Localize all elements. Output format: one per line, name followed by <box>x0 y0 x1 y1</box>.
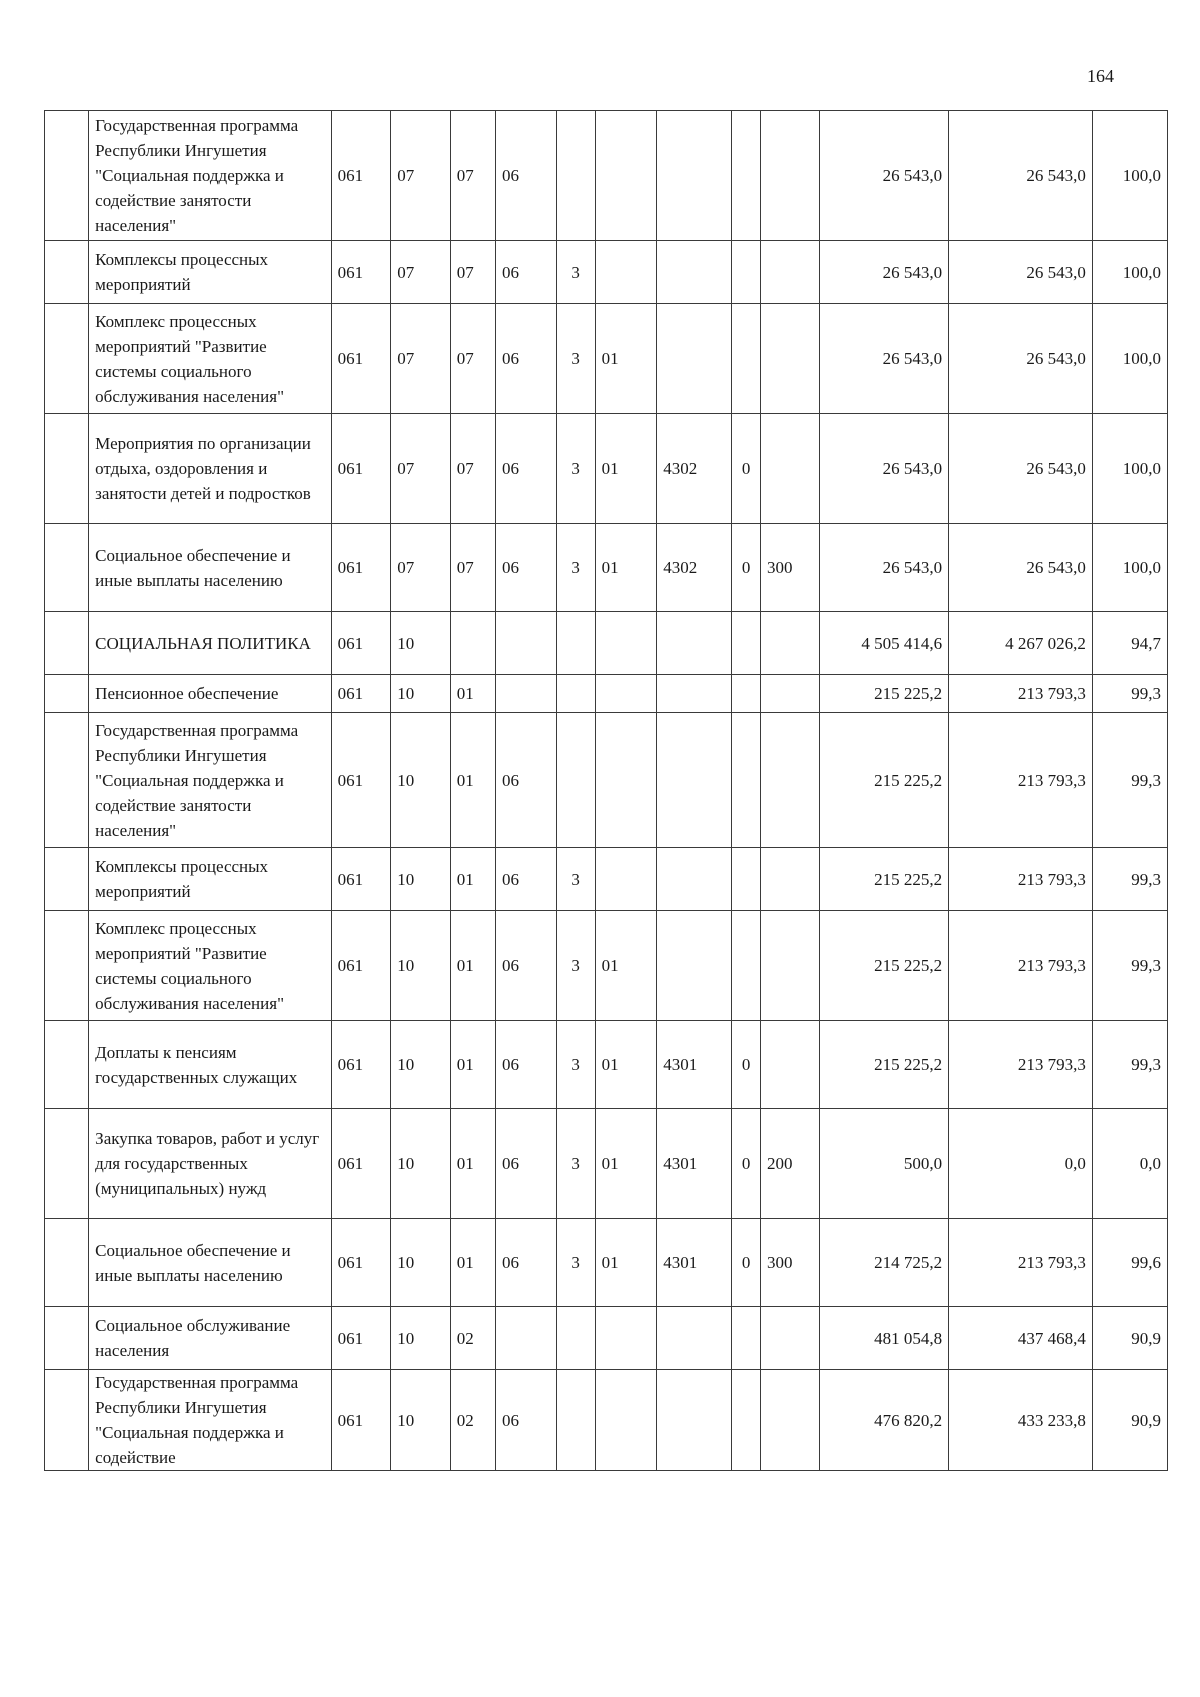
direction-code <box>657 241 732 304</box>
actual-amount: 213 793,3 <box>949 1021 1093 1109</box>
program-type-code <box>556 612 595 675</box>
section-code: 10 <box>391 911 451 1021</box>
planned-amount: 476 820,2 <box>819 1370 948 1471</box>
complex-code <box>595 848 657 911</box>
section-code: 10 <box>391 1307 451 1370</box>
expense-type-code <box>761 1021 820 1109</box>
program-type-code: 3 <box>556 414 595 524</box>
execution-percent: 100,0 <box>1092 111 1167 241</box>
complex-code <box>595 1370 657 1471</box>
subsection-code: 07 <box>450 524 495 612</box>
direction-code: 4302 <box>657 414 732 524</box>
table-row <box>45 713 1168 848</box>
section-code: 10 <box>391 848 451 911</box>
complex-code: 01 <box>595 304 657 414</box>
table-row <box>45 911 1168 1021</box>
program-type-code: 3 <box>556 524 595 612</box>
actual-amount: 433 233,8 <box>949 1370 1093 1471</box>
direction-code <box>657 713 732 848</box>
complex-code <box>595 713 657 848</box>
direction-code <box>657 848 732 911</box>
complex-code <box>595 111 657 241</box>
program-code: 06 <box>496 1370 557 1471</box>
item-name: Комплекс процессных мероприятий "Развитие системы социального обслуживания населения" <box>89 304 331 414</box>
direction-code <box>657 675 732 713</box>
planned-amount: 26 543,0 <box>819 524 948 612</box>
program-code: 06 <box>496 1219 557 1307</box>
actual-amount: 26 543,0 <box>949 304 1093 414</box>
row-index-cell <box>45 241 89 304</box>
expense-type-code <box>761 612 820 675</box>
row-index-cell <box>45 524 89 612</box>
program-code: 06 <box>496 1021 557 1109</box>
complex-code: 01 <box>595 1109 657 1219</box>
direction-code: 4301 <box>657 1021 732 1109</box>
execution-percent: 100,0 <box>1092 524 1167 612</box>
direction-code <box>657 1307 732 1370</box>
program-type-code <box>556 675 595 713</box>
item-name: СОЦИАЛЬНАЯ ПОЛИТИКА <box>89 612 331 675</box>
item-name: Социальное обеспечение и иные выплаты населению <box>89 524 331 612</box>
expense-type-code: 200 <box>761 1109 820 1219</box>
table-row <box>45 1021 1168 1109</box>
item-name: Государственная программа Республики Ингушетия "Социальная поддержка и содействие занятости населения" <box>89 111 331 241</box>
subdirection-code: 0 <box>732 414 761 524</box>
table-row <box>45 304 1168 414</box>
program-type-code: 3 <box>556 1109 595 1219</box>
actual-amount: 26 543,0 <box>949 241 1093 304</box>
table-row <box>45 1307 1168 1370</box>
execution-percent: 94,7 <box>1092 612 1167 675</box>
item-name: Комплексы процессных мероприятий <box>89 241 331 304</box>
complex-code: 01 <box>595 414 657 524</box>
subdirection-code: 0 <box>732 1219 761 1307</box>
program-code: 06 <box>496 911 557 1021</box>
row-index-cell <box>45 111 89 241</box>
execution-percent: 99,3 <box>1092 1021 1167 1109</box>
complex-code <box>595 612 657 675</box>
actual-amount: 213 793,3 <box>949 713 1093 848</box>
planned-amount: 26 543,0 <box>819 241 948 304</box>
subsection-code: 02 <box>450 1307 495 1370</box>
program-type-code <box>556 1370 595 1471</box>
planned-amount: 215 225,2 <box>819 1021 948 1109</box>
budget-table <box>44 110 1168 1471</box>
row-index-cell <box>45 848 89 911</box>
table-row <box>45 612 1168 675</box>
program-code: 06 <box>496 304 557 414</box>
item-name: Комплекс процессных мероприятий "Развитие системы социального обслуживания населения" <box>89 911 331 1021</box>
program-type-code <box>556 111 595 241</box>
subsection-code: 01 <box>450 911 495 1021</box>
actual-amount: 26 543,0 <box>949 414 1093 524</box>
subdirection-code: 0 <box>732 1021 761 1109</box>
execution-percent: 90,9 <box>1092 1370 1167 1471</box>
ministry-code: 061 <box>331 414 391 524</box>
subdirection-code <box>732 1370 761 1471</box>
planned-amount: 215 225,2 <box>819 848 948 911</box>
actual-amount: 213 793,3 <box>949 848 1093 911</box>
table-row <box>45 414 1168 524</box>
complex-code <box>595 241 657 304</box>
subdirection-code <box>732 612 761 675</box>
section-code: 07 <box>391 524 451 612</box>
ministry-code: 061 <box>331 1109 391 1219</box>
row-index-cell <box>45 612 89 675</box>
item-name: Доплаты к пенсиям государственных служащих <box>89 1021 331 1109</box>
program-code: 06 <box>496 241 557 304</box>
subsection-code: 01 <box>450 1021 495 1109</box>
execution-percent: 0,0 <box>1092 1109 1167 1219</box>
row-index-cell <box>45 1021 89 1109</box>
expense-type-code <box>761 414 820 524</box>
actual-amount: 213 793,3 <box>949 911 1093 1021</box>
section-code: 07 <box>391 414 451 524</box>
item-name: Государственная программа Республики Ингушетия "Социальная поддержка и содействие занятости населения" <box>89 713 331 848</box>
actual-amount: 0,0 <box>949 1109 1093 1219</box>
ministry-code: 061 <box>331 911 391 1021</box>
ministry-code: 061 <box>331 241 391 304</box>
subdirection-code <box>732 304 761 414</box>
planned-amount: 215 225,2 <box>819 911 948 1021</box>
expense-type-code <box>761 713 820 848</box>
program-type-code: 3 <box>556 848 595 911</box>
expense-type-code <box>761 911 820 1021</box>
section-code: 10 <box>391 1021 451 1109</box>
execution-percent: 99,6 <box>1092 1219 1167 1307</box>
ministry-code: 061 <box>331 1307 391 1370</box>
actual-amount: 437 468,4 <box>949 1307 1093 1370</box>
direction-code <box>657 612 732 675</box>
planned-amount: 4 505 414,6 <box>819 612 948 675</box>
subsection-code: 01 <box>450 848 495 911</box>
ministry-code: 061 <box>331 524 391 612</box>
item-name: Закупка товаров, работ и услуг для государственных (муниципальных) нужд <box>89 1109 331 1219</box>
program-code <box>496 675 557 713</box>
section-code: 07 <box>391 111 451 241</box>
planned-amount: 481 054,8 <box>819 1307 948 1370</box>
subsection-code: 01 <box>450 713 495 848</box>
program-code <box>496 1307 557 1370</box>
program-type-code: 3 <box>556 911 595 1021</box>
ministry-code: 061 <box>331 111 391 241</box>
table-row <box>45 675 1168 713</box>
item-name: Государственная программа Республики Ингушетия "Социальная поддержка и содействие <box>89 1370 331 1471</box>
row-index-cell <box>45 1307 89 1370</box>
ministry-code: 061 <box>331 1219 391 1307</box>
complex-code: 01 <box>595 1021 657 1109</box>
execution-percent: 99,3 <box>1092 848 1167 911</box>
planned-amount: 26 543,0 <box>819 111 948 241</box>
expense-type-code <box>761 111 820 241</box>
subsection-code: 01 <box>450 1109 495 1219</box>
section-code: 07 <box>391 241 451 304</box>
execution-percent: 100,0 <box>1092 414 1167 524</box>
section-code: 10 <box>391 675 451 713</box>
planned-amount: 500,0 <box>819 1109 948 1219</box>
ministry-code: 061 <box>331 713 391 848</box>
table-row <box>45 1370 1168 1471</box>
subdirection-code: 0 <box>732 1109 761 1219</box>
actual-amount: 26 543,0 <box>949 524 1093 612</box>
table-row <box>45 241 1168 304</box>
section-code: 10 <box>391 713 451 848</box>
execution-percent: 99,3 <box>1092 675 1167 713</box>
expense-type-code <box>761 1370 820 1471</box>
complex-code: 01 <box>595 1219 657 1307</box>
execution-percent: 100,0 <box>1092 304 1167 414</box>
subsection-code: 01 <box>450 1219 495 1307</box>
expense-type-code <box>761 1307 820 1370</box>
row-index-cell <box>45 675 89 713</box>
row-index-cell <box>45 1109 89 1219</box>
subsection-code: 07 <box>450 111 495 241</box>
complex-code <box>595 1307 657 1370</box>
planned-amount: 26 543,0 <box>819 304 948 414</box>
item-name: Комплексы процессных мероприятий <box>89 848 331 911</box>
ministry-code: 061 <box>331 675 391 713</box>
table-body <box>45 111 1168 1471</box>
program-type-code: 3 <box>556 1021 595 1109</box>
item-name: Социальное обслуживание населения <box>89 1307 331 1370</box>
program-code: 06 <box>496 414 557 524</box>
section-code: 10 <box>391 1370 451 1471</box>
planned-amount: 26 543,0 <box>819 414 948 524</box>
table-row <box>45 1109 1168 1219</box>
planned-amount: 215 225,2 <box>819 675 948 713</box>
table-row <box>45 848 1168 911</box>
expense-type-code: 300 <box>761 524 820 612</box>
section-code: 10 <box>391 612 451 675</box>
ministry-code: 061 <box>331 612 391 675</box>
program-type-code <box>556 713 595 848</box>
ministry-code: 061 <box>331 848 391 911</box>
section-code: 07 <box>391 304 451 414</box>
actual-amount: 26 543,0 <box>949 111 1093 241</box>
subdirection-code <box>732 713 761 848</box>
program-type-code <box>556 1307 595 1370</box>
subsection-code: 07 <box>450 414 495 524</box>
row-index-cell <box>45 713 89 848</box>
section-code: 10 <box>391 1219 451 1307</box>
direction-code <box>657 304 732 414</box>
execution-percent: 100,0 <box>1092 241 1167 304</box>
row-index-cell <box>45 414 89 524</box>
direction-code <box>657 111 732 241</box>
table-row <box>45 1219 1168 1307</box>
row-index-cell <box>45 911 89 1021</box>
actual-amount: 4 267 026,2 <box>949 612 1093 675</box>
subdirection-code <box>732 241 761 304</box>
direction-code <box>657 911 732 1021</box>
table-row <box>45 524 1168 612</box>
complex-code <box>595 675 657 713</box>
actual-amount: 213 793,3 <box>949 675 1093 713</box>
ministry-code: 061 <box>331 1021 391 1109</box>
subsection-code: 07 <box>450 304 495 414</box>
direction-code: 4301 <box>657 1219 732 1307</box>
expense-type-code <box>761 848 820 911</box>
planned-amount: 214 725,2 <box>819 1219 948 1307</box>
program-code: 06 <box>496 1109 557 1219</box>
expense-type-code: 300 <box>761 1219 820 1307</box>
item-name: Пенсионное обеспечение <box>89 675 331 713</box>
execution-percent: 99,3 <box>1092 713 1167 848</box>
program-type-code: 3 <box>556 241 595 304</box>
direction-code: 4301 <box>657 1109 732 1219</box>
complex-code: 01 <box>595 911 657 1021</box>
planned-amount: 215 225,2 <box>819 713 948 848</box>
page-number: 164 <box>1087 66 1114 86</box>
row-index-cell <box>45 304 89 414</box>
row-index-cell <box>45 1370 89 1471</box>
expense-type-code <box>761 241 820 304</box>
subdirection-code <box>732 911 761 1021</box>
program-code: 06 <box>496 713 557 848</box>
subdirection-code <box>732 675 761 713</box>
subdirection-code: 0 <box>732 524 761 612</box>
subdirection-code <box>732 111 761 241</box>
program-code: 06 <box>496 524 557 612</box>
program-code: 06 <box>496 848 557 911</box>
program-type-code: 3 <box>556 1219 595 1307</box>
ministry-code: 061 <box>331 1370 391 1471</box>
item-name: Мероприятия по организации отдыха, оздоровления и занятости детей и подростков <box>89 414 331 524</box>
row-index-cell <box>45 1219 89 1307</box>
direction-code <box>657 1370 732 1471</box>
expense-type-code <box>761 304 820 414</box>
execution-percent: 99,3 <box>1092 911 1167 1021</box>
subsection-code: 01 <box>450 675 495 713</box>
table-row <box>45 111 1168 241</box>
program-type-code: 3 <box>556 304 595 414</box>
subsection-code: 02 <box>450 1370 495 1471</box>
ministry-code: 061 <box>331 304 391 414</box>
direction-code: 4302 <box>657 524 732 612</box>
subsection-code <box>450 612 495 675</box>
program-code: 06 <box>496 111 557 241</box>
section-code: 10 <box>391 1109 451 1219</box>
program-code <box>496 612 557 675</box>
complex-code: 01 <box>595 524 657 612</box>
actual-amount: 213 793,3 <box>949 1219 1093 1307</box>
subsection-code: 07 <box>450 241 495 304</box>
execution-percent: 90,9 <box>1092 1307 1167 1370</box>
item-name: Социальное обеспечение и иные выплаты населению <box>89 1219 331 1307</box>
expense-type-code <box>761 675 820 713</box>
subdirection-code <box>732 1307 761 1370</box>
subdirection-code <box>732 848 761 911</box>
